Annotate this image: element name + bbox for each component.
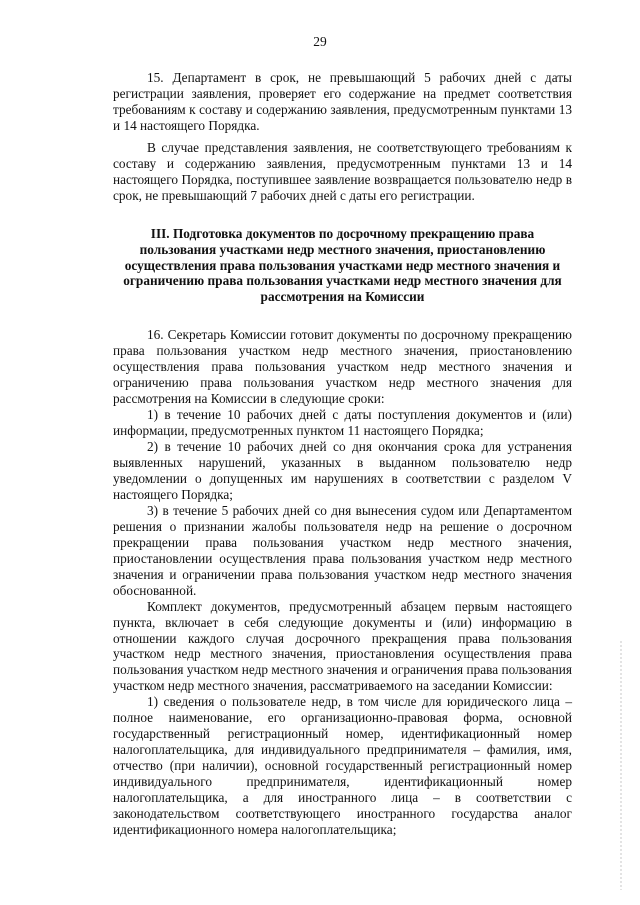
paragraph-kit-item-1: 1) сведения о пользователе недр, в том числе для юридического лица – полное наименование, его организационно-правовая форма, основной государственный регистрационный номер, идентификационный номер налогоплательщика, для индивидуального предпринимателя – фамилия, имя, отчество (при наличии), основной государственный регистрационный номер индивидуального предпринимателя, идентификационный номер налогоплательщика, а для иностранного лица – в соответствии с законодательством соответствующего иностранного государства аналог идентификационного номера налогоплательщика; xyxy=(113,694,572,837)
paragraph-16: 16. Секретарь Комиссии готовит документы по досрочному прекращению права пользования участком недр местного значения, приостановлению осуществления права пользования участком недр местного значения и ограничению права пользования участком недр местного значения для рассмотрения на Комиссии в следующие сроки: xyxy=(113,327,572,407)
paragraph-15: 15. Департамент в срок, не превышающий 5 рабочих дней с даты регистрации заявления, проверяет его содержание на предмет соответствия требованиям к составу и содержанию заявления, предусмотренным пунктами 13 и 14 настоящего Порядка. xyxy=(113,70,572,133)
section-heading: III. Подготовка документов по досрочному прекращению права пользования участками недр местного значения, приостановлению осуществления права пользования участками недр местного значения и ограничению права пользования участками недр местного значения для рассмотрения на Комиссии xyxy=(123,225,562,305)
page-number: 29 xyxy=(313,34,327,49)
paragraph-16-item-1: 1) в течение 10 рабочих дней с даты поступления документов и (или) информации, предусмотренных пунктом 11 настоящего Порядка; xyxy=(113,407,572,439)
document-body xyxy=(113,70,572,838)
paragraph-15-return: В случае представления заявления, не соответствующего требованиям к составу и содержанию заявления, предусмотренным пунктами 13 и 14 настоящего Порядка, поступившее заявление возвращается пользователю недр в срок, не превышающий 7 рабочих дней с даты его регистрации. xyxy=(113,139,572,203)
paragraph-document-kit: Комплект документов, предусмотренный абзацем первым настоящего пункта, включает в себя следующие документы и (или) информацию в отношении каждого случая досрочного прекращения права пользования участком недр местного значения, приостановления осуществления права пользования участком недр местного значения и ограничения права пользования участком недр местного значения, рассматриваемого на заседании Комиссии: xyxy=(113,598,572,694)
paragraph-16-item-2: 2) в течение 10 рабочих дней со дня окончания срока для устранения выявленных нарушений, указанных в выданном пользователю недр уведомлении о допущенных им нарушениях в соответствии с разделом V настоящего Порядка; xyxy=(113,439,572,502)
paragraph-16-item-3: 3) в течение 5 рабочих дней со дня вынесения судом или Департаментом решения о признании жалобы пользователя недр на решение о досрочном прекращении права пользования участком недр местного значения, приостановлении осуществления права пользования участком недр местного значения и ограничении права пользования участком недр местного значения обоснованной. xyxy=(113,502,572,598)
margin-dotted-line xyxy=(620,640,622,890)
